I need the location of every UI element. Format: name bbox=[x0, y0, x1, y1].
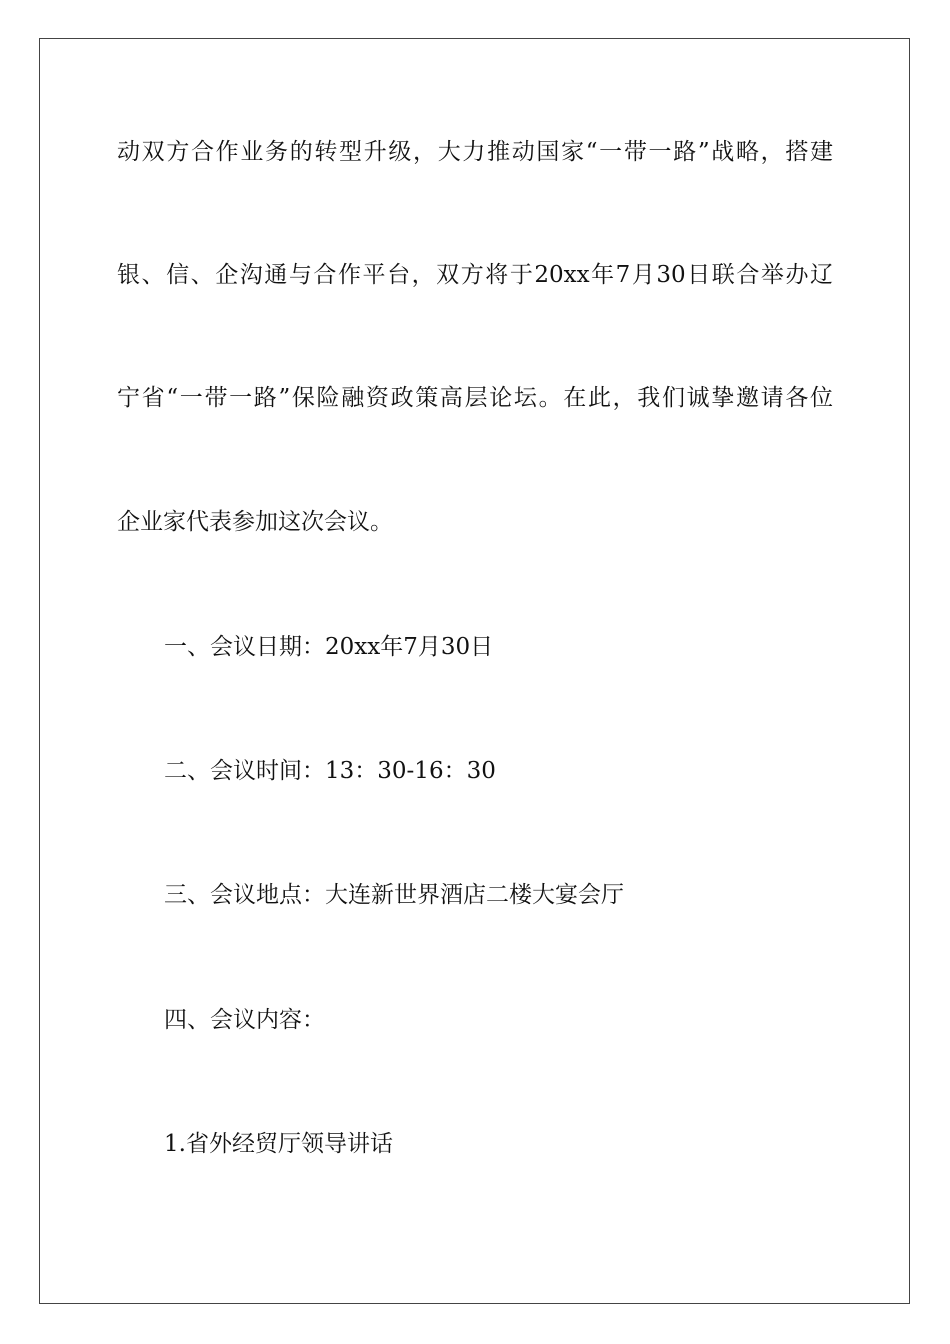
page-frame bbox=[39, 38, 910, 1304]
item-meeting-time: 二、会议时间：13：30-16：30 bbox=[164, 758, 496, 784]
item-agenda-1: 1.省外经贸厅领导讲话 bbox=[164, 1131, 393, 1157]
item-meeting-location: 三、会议地点：大连新世界酒店二楼大宴会厅 bbox=[164, 882, 624, 908]
paragraph-line-4: 企业家代表参加这次会议。 bbox=[117, 509, 393, 535]
item-meeting-content: 四、会议内容： bbox=[164, 1007, 325, 1033]
item-meeting-date: 一、会议日期：20xx年7月30日 bbox=[164, 634, 494, 660]
paragraph-line-3: 宁省“一带一路”保险融资政策高层论坛。在此，我们诚挚邀请各位 bbox=[117, 385, 833, 411]
paragraph-line-2: 银、信、企沟通与合作平台，双方将于20xx年7月30日联合举办辽 bbox=[117, 262, 833, 288]
paragraph-line-1: 动双方合作业务的转型升级，大力推动国家“一带一路”战略，搭建 bbox=[117, 139, 833, 165]
